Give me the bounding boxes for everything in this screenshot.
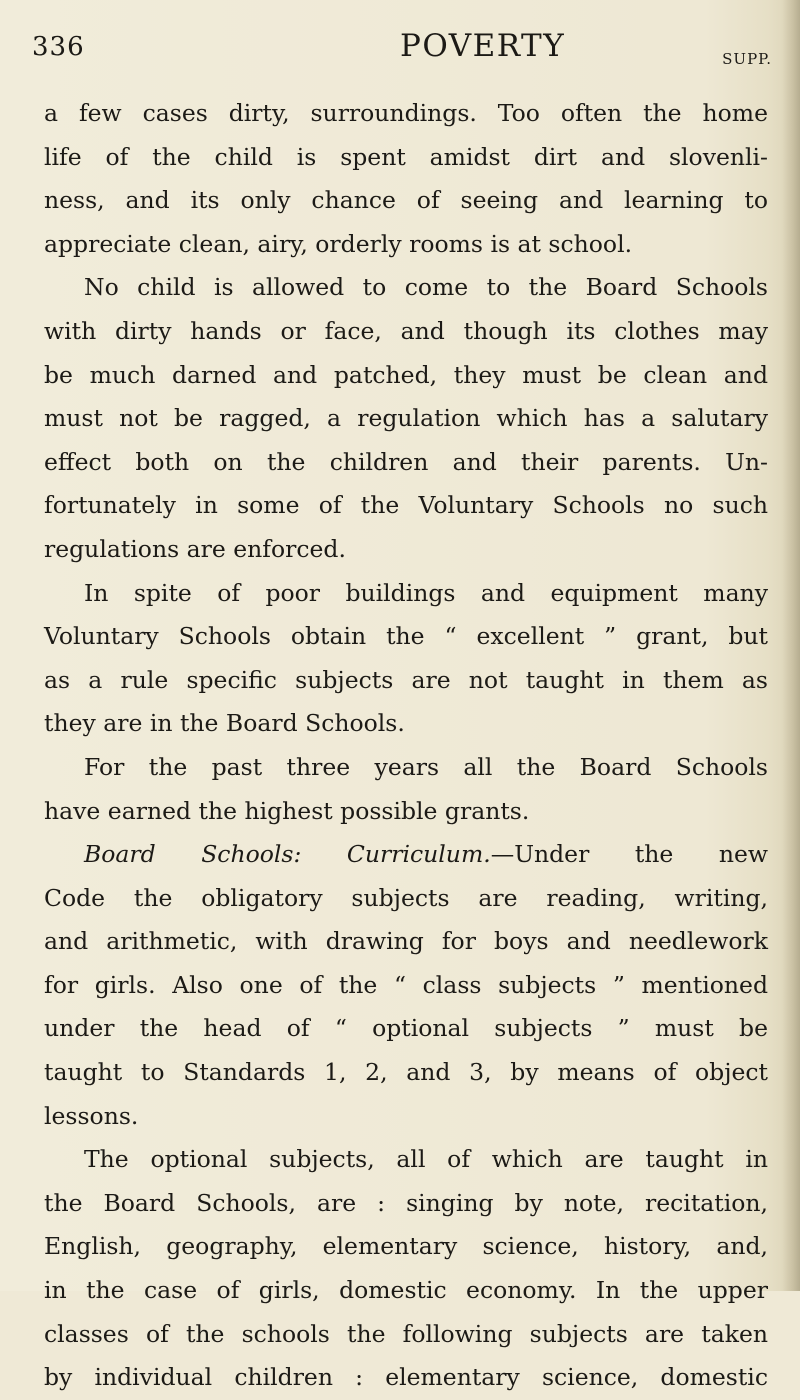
section-mark: SUPP. <box>722 50 772 68</box>
text-line: ness, and its only chance of seeing and learning to <box>44 186 768 215</box>
running-header <box>32 28 772 68</box>
text-line: The optional subjects, all of which are taught in <box>84 1145 768 1174</box>
text-line <box>44 833 768 877</box>
text-line: they are in the Board Schools. <box>44 709 405 738</box>
text-line: In spite of poor buildings and equipment many <box>84 578 768 607</box>
page-edge-shadow <box>782 0 800 1291</box>
text-line: the Board Schools, are : singing by note, recitation, <box>44 1188 768 1217</box>
page-number: 336 <box>32 32 85 62</box>
text-line: with dirty hands or face, and though its clothes may <box>44 316 768 345</box>
text-line: for girls. Also one of the “ class subjects ” mentioned <box>44 970 768 999</box>
text-line: taught to Standards 1, 2, and 3, by means of object <box>44 1058 768 1087</box>
text-line: in the case of girls, domestic economy. In the upper <box>44 1276 768 1305</box>
text-line: English, geography, elementary science, history, and, <box>44 1232 768 1261</box>
section-heading: Board Schools: Curriculum. <box>84 840 491 869</box>
text-line: by individual children : elementary science, domestic <box>44 1363 768 1392</box>
text-line: a few cases dirty, surroundings. Too often the home <box>44 99 768 127</box>
text-line: be much darned and patched, they must be clean and <box>44 360 768 389</box>
text-line: classes of the schools the following subjects are taken <box>44 1319 768 1348</box>
text-line: lessons. <box>44 1101 139 1130</box>
text-line: appreciate clean, airy, orderly rooms is at school. <box>44 229 633 258</box>
text-line: as a rule specific subjects are not taught in them as <box>44 665 768 694</box>
text-line: Voluntary Schools obtain the “ excellent ” grant, but <box>44 622 768 651</box>
text-line: life of the child is spent amidst dirt and slovenli- <box>44 142 768 171</box>
text-line: fortunately in some of the Voluntary Schools no such <box>44 491 768 520</box>
text-line: regulations are enforced. <box>44 534 346 563</box>
text-line: under the head of “ optional subjects ” must be <box>44 1014 768 1043</box>
text-line: Code the obligatory subjects are reading, writing, <box>44 883 768 912</box>
body-text <box>44 92 768 1400</box>
text-line: effect both on the children and their parents. Un- <box>44 447 768 476</box>
text-line-continuation: —Under the new <box>490 840 768 869</box>
text-line: and arithmetic, with drawing for boys and needlework <box>44 927 768 956</box>
text-line: No child is allowed to come to the Board Schools <box>84 273 768 302</box>
text-line: For the past three years all the Board Schools <box>84 752 768 781</box>
text-line: must not be ragged, a regulation which has a salutary <box>44 404 768 433</box>
running-title: POVERTY <box>400 28 566 64</box>
text-line: have earned the highest possible grants. <box>44 796 530 825</box>
